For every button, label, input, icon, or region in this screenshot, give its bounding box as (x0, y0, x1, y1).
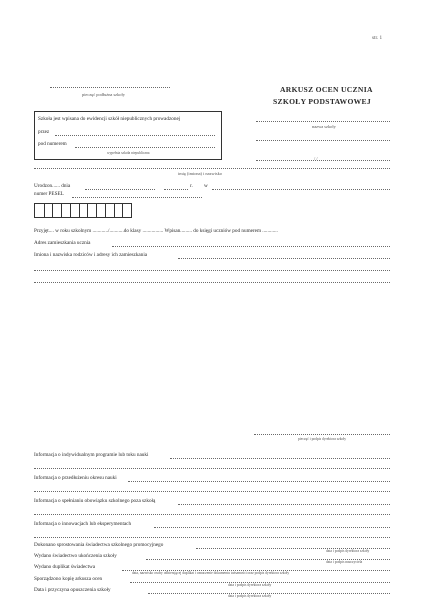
info-outside-field-2[interactable] (34, 514, 390, 515)
school-name-caption: nazwa szkoły (312, 124, 336, 129)
birth-place-field[interactable] (212, 189, 390, 190)
info-innovations-field-2[interactable] (34, 537, 390, 538)
info-individual-field-2[interactable] (34, 468, 390, 469)
info-innovations-label: Informacja o innowacjach lub eksperymentach (34, 521, 132, 527)
pesel-dots (72, 197, 202, 198)
address-field[interactable] (112, 246, 390, 247)
leave-label: Data i przyczyna opuszczenia szkoły (34, 587, 111, 593)
registry-caption: wypełnia szkoła niepubliczna (107, 151, 150, 155)
parents-field-1[interactable] (178, 258, 390, 259)
page-number: str. 1 (372, 35, 383, 41)
final-cert-caption: data i podpis nauczyciela (326, 560, 363, 564)
duplicate-label: Wydano duplikat świadectwa (34, 564, 96, 570)
info-individual-field[interactable] (170, 458, 390, 459)
school-name-field[interactable] (256, 121, 390, 122)
birth-date-month-field[interactable] (164, 189, 188, 190)
signature-field-1[interactable] (254, 434, 390, 435)
date-slashes: / / (314, 156, 318, 161)
info-outside-label: Informacja o spełnianiu obowiązku szkolnego poza szkołą (34, 498, 156, 504)
pesel-label: numer PESEL (34, 191, 64, 197)
registry-text2: przez (38, 129, 50, 135)
registry-field-number[interactable] (75, 147, 215, 148)
pesel-digit-cell[interactable] (122, 204, 131, 217)
student-name-field[interactable] (34, 168, 390, 169)
copy-label: Sporządzono kopię arkusza ocen (34, 576, 103, 582)
pesel-grid[interactable] (34, 203, 132, 218)
school-name-field-2[interactable] (256, 140, 390, 141)
names-caption: imię (imiona) i nazwisko (178, 171, 223, 176)
correction-caption: data i podpis dyrektora szkoły (326, 549, 370, 553)
parents-label: Imiona i nazwiska rodziców i adresy ich zamieszkania (34, 252, 148, 258)
info-extension-label: Informacja o przedłużeniu okresu nauki (34, 475, 117, 481)
admission-line: Przyjęt.... w roku szkolnym ............/...........do klasy ................ Wpisan......... do księgi uczniów pod numerem ............ (34, 228, 278, 234)
birth-date-field[interactable] (85, 189, 155, 190)
registry-box (34, 111, 222, 160)
duplicate-caption: data, nazwisko osoby odbierającej duplikat i oznaczenie dokumentu tożsamości oraz podpis dyrektora szkoły (132, 571, 290, 575)
date-field[interactable] (256, 160, 390, 161)
final-cert-label: Wydano świadectwo ukończenia szkoły (34, 553, 117, 559)
birth-year-label: r. (190, 183, 193, 189)
registry-text3: pod numerem (38, 141, 67, 147)
info-innovations-field[interactable] (154, 527, 390, 528)
leave-caption: data i podpis dyrektora szkoły (228, 594, 272, 598)
form-title-line1: ARKUSZ OCEN UCZNIA (280, 85, 373, 94)
info-outside-field[interactable] (178, 504, 390, 505)
parents-field-3[interactable] (34, 282, 390, 283)
registry-field-by[interactable] (55, 135, 215, 136)
address-label: Adres zamieszkania ucznia (34, 240, 91, 246)
registry-text1: Szkoła jest wpisana do ewidencji szkół niepublicznych prowadzonej (38, 116, 181, 122)
signature-caption-1: pieczęć i podpis dyrektora szkoły (298, 437, 347, 441)
birth-label: Urodzon...... dnia (34, 183, 71, 189)
stamp-dotted-line (50, 87, 170, 88)
stamp-caption: pieczęć podłużna szkoły (82, 92, 125, 97)
info-extension-field[interactable] (128, 481, 390, 482)
copy-caption: data i podpis dyrektora szkoły (228, 583, 272, 587)
form-title-line2: SZKOŁY PODSTAWOWEJ (273, 97, 372, 106)
info-individual-label: Informacja o indywidualnym programie lub toku nauki (34, 452, 149, 458)
correction-label: Dokonano sprostowania świadectwa szkolnego promocyjnego (34, 542, 164, 548)
info-extension-field-2[interactable] (34, 491, 390, 492)
parents-field-2[interactable] (34, 270, 390, 271)
birth-place-label: w (204, 183, 208, 189)
